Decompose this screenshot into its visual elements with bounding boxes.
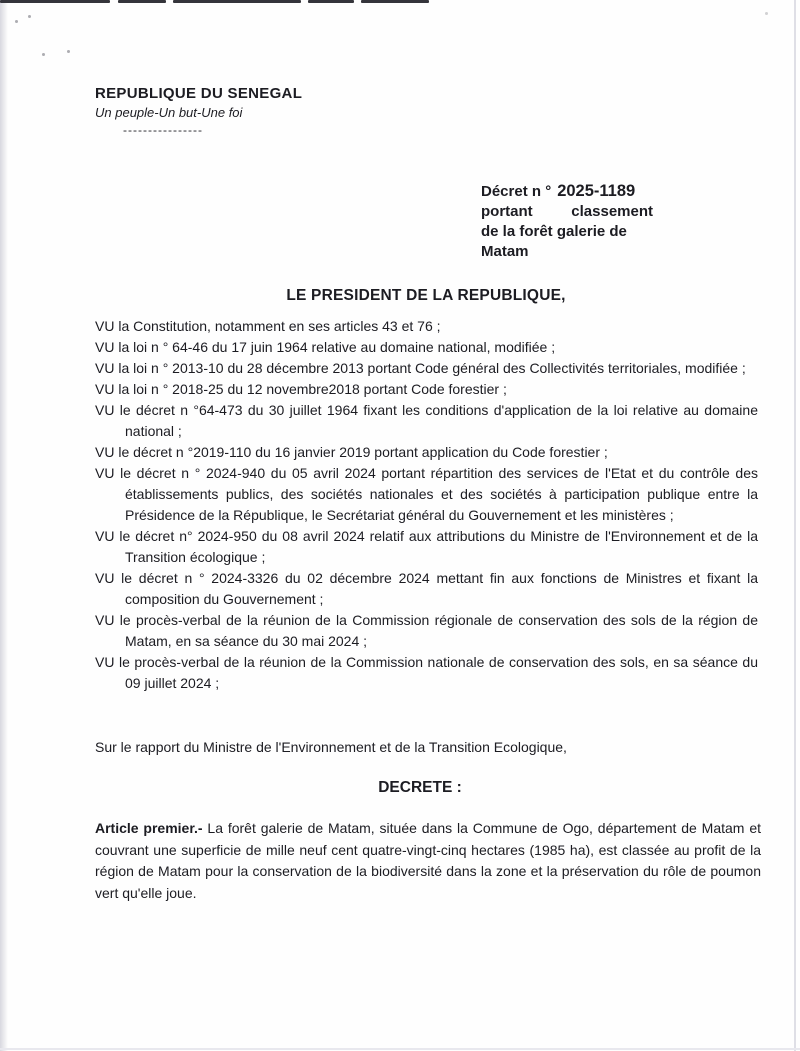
- decree-word-classement: classement: [571, 203, 653, 220]
- ink-speck: [765, 12, 768, 15]
- decree-prefix: Décret n °: [481, 183, 552, 200]
- decree-subject-line: Matam: [481, 243, 529, 260]
- vu-clause: VU la Constitution, notamment en ses articles 43 et 76 ;: [95, 318, 441, 334]
- vu-clause: VU la loi n ° 64-46 du 17 juin 1964 relative au domaine national, modifiée ;: [95, 339, 556, 355]
- article-premier: [95, 818, 761, 904]
- president-salutation: LE PRESIDENT DE LA REPUBLIQUE,: [286, 287, 566, 304]
- decree-number-line: [481, 181, 653, 202]
- minister-report-line: Sur le rapport du Ministre de l'Environnement et de la Transition Ecologique,: [95, 739, 567, 755]
- vu-clauses-list: [95, 316, 758, 694]
- vu-clause: VU le décret n ° 2024-3326 du 02 décembre 2024 mettant fin aux fonctions de Ministres et fixant la composition du Gouvernement ;: [95, 570, 758, 607]
- vu-clause: VU le décret n ° 2024-940 du 05 avril 2024 portant répartition des services de l'Etat et du contrôle des établissements publics, des sociétés nationales et des sociétés à participation publique entre la Présidence de la République, le Secrétariat général du Gouvernement et les ministères ;: [95, 465, 758, 523]
- article-premier-lead: Article premier.-: [95, 820, 208, 836]
- ink-speck: [42, 53, 45, 56]
- decree-subject-line: [481, 202, 653, 222]
- scan-bottom-edge: [0, 1048, 800, 1050]
- vu-clause: VU la loi n ° 2018-25 du 12 novembre2018 portant Code forestier ;: [95, 381, 507, 397]
- decrete-heading: DECRETE :: [378, 779, 462, 796]
- scan-top-line: [308, 0, 354, 3]
- scan-right-edge: [794, 0, 796, 1051]
- decree-subject-line: de la forêt galerie de: [481, 223, 627, 240]
- ink-speck: [15, 20, 18, 23]
- vu-clause: VU le décret n °2019-110 du 16 janvier 2019 portant application du Code forestier ;: [95, 444, 608, 460]
- vu-clause: VU le décret n °64-473 du 30 juillet 1964 fixant les conditions d'application de la loi relative au domaine national ;: [95, 402, 758, 439]
- divider-dashes: ----------------: [123, 123, 203, 137]
- scan-top-line: [118, 0, 166, 3]
- scan-top-line: [0, 0, 110, 3]
- republic-header: [95, 85, 302, 137]
- decree-reference: [481, 181, 653, 262]
- national-motto: Un peuple-Un but-Une foi: [95, 105, 243, 120]
- decree-word-portant: portant: [481, 203, 533, 220]
- vu-clause: VU la loi n ° 2013-10 du 28 décembre 2013 portant Code général des Collectivités territoriales, modifiée ;: [95, 360, 746, 376]
- ink-speck: [67, 50, 70, 53]
- vu-clause: VU le procès-verbal de la réunion de la Commission nationale de conservation des sols, en sa séance du 09 juillet 2024 ;: [95, 654, 758, 691]
- vu-clause: VU le procès-verbal de la réunion de la Commission régionale de conservation des sols de la région de Matam, en sa séance du 30 mai 2024 ;: [95, 612, 758, 649]
- country-name: REPUBLIQUE DU SENEGAL: [95, 85, 303, 102]
- ink-speck: [28, 15, 31, 18]
- scan-left-edge: [0, 0, 8, 1051]
- article-premier-text: La forêt galerie de Matam, située dans la Commune de Ogo, département de Matam et couvrant une superficie de mille neuf cent quatre-vingt-cinq hectares (1985 ha), est classée au profit de la région de Matam pour la conservation de la biodiversité dans la zone et la préservation du rôle de poumon vert qu'elle joue.: [95, 820, 761, 901]
- decree-number: 2025-1189: [557, 182, 636, 200]
- scan-top-line: [173, 0, 301, 3]
- vu-clause: VU le décret n° 2024-950 du 08 avril 2024 relatif aux attributions du Ministre de l'Environnement et de la Transition écologique ;: [95, 528, 758, 565]
- scan-top-line: [361, 0, 429, 3]
